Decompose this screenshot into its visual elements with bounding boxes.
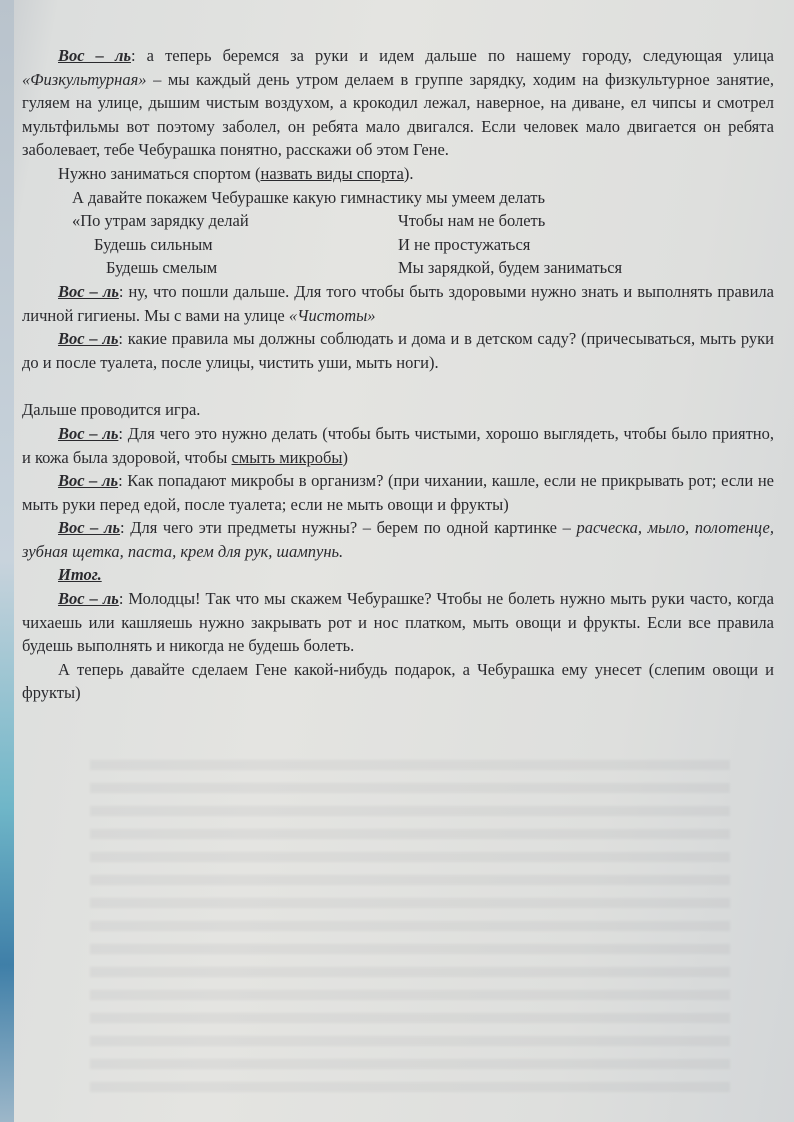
paragraph-items xyxy=(22,516,774,563)
speaker-label: Вос – ль xyxy=(58,471,119,491)
underlined-text: смыть микробы xyxy=(231,447,343,467)
street-name: «Чистоты» xyxy=(288,305,376,325)
speaker-label: Вос – ль xyxy=(58,423,119,443)
poem-line: И не простужаться xyxy=(398,234,531,254)
summary-heading: Итог. xyxy=(58,565,102,585)
text: : Для чего эти предметы нужны? – берем по одной картинке – xyxy=(120,518,577,538)
text: : Как попадают микробы в организм? (при чихании, кашле, если не прикрывать рот; если не мыть руки перед едой, после туалета; если не мыть овощи и фрукты) xyxy=(22,471,775,514)
text: Нужно заниматься спортом ( xyxy=(58,163,261,183)
text: : какие правила мы должны соблюдать и дома и в детском саду? (причесываться, мыть руки до и после туалета, после улицы, чистить уши, мыть ноги). xyxy=(22,329,774,372)
speaker-label: Вос – ль xyxy=(58,518,121,538)
street-name: «Физкультурная» xyxy=(22,69,147,89)
poem xyxy=(22,209,774,280)
poem-line: Будешь сильным xyxy=(94,234,213,254)
text: : а теперь беремся за руки и идем дальше по нашему городу, следующая улица xyxy=(131,46,774,65)
paragraph-sport xyxy=(22,162,774,186)
heading-itog xyxy=(22,563,774,587)
poem-line: «По утрам зарядку делай xyxy=(72,211,249,231)
paragraph-summary xyxy=(22,587,774,658)
paragraph-gift: А теперь давайте сделаем Гене какой-нибудь подарок, а Чебурашка ему унесет (слепим овощи и фрукты) xyxy=(22,659,774,703)
paragraph-gymnastics: А давайте покажем Чебурашке какую гимнастику мы умеем делать xyxy=(72,187,545,207)
text: : Молодцы! Так что мы скажем Чебурашке? Чтобы не болеть нужно мыть руки часто, когда чихаешь или кашляешь нужно закрывать рот и нос платком, мыть овощи и фрукты. Если все правила будешь выполнять и никогда не будешь болеть. xyxy=(22,589,775,656)
speaker-label: Вос – ль xyxy=(58,46,131,65)
bleed-through-text xyxy=(90,760,730,1100)
text: ). xyxy=(403,163,414,183)
speaker-label: Вос – ль xyxy=(58,329,119,349)
text: – мы каждый день утром делаем в группе зарядку, ходим на физкультурное занятие, гуляем на улице, дышим чистым воздухом, а крокодил лежал, наверное, на диване, ел чипсы и смотрел мультфильмы вот поэтому заболел, он ребята мало двигался. Если человек мало двигается он ребята заболевает, тебе Чебурашка понятно, расскажи об этом Гене. xyxy=(22,69,774,160)
paragraph-rules xyxy=(22,327,774,374)
page-edge-shadow xyxy=(0,0,14,1122)
paragraph-hygiene xyxy=(22,280,774,327)
text: ) xyxy=(342,447,348,467)
underlined-text: назвать виды спорта xyxy=(260,163,404,183)
poem-line: Мы зарядкой, будем заниматься xyxy=(398,258,623,278)
text: : Для чего это нужно делать (чтобы быть чистыми, хорошо выглядеть, чтобы было приятно, и кожа была здоровой, чтобы xyxy=(22,423,774,467)
document-page xyxy=(22,44,774,705)
paragraph-game: Дальше проводится игра. xyxy=(22,400,201,420)
speaker-label: Вос – ль xyxy=(58,281,119,301)
speaker-label: Вос – ль xyxy=(58,589,119,609)
text: : ну, что пошли дальше. Для того чтобы быть здоровыми нужно знать и выполнять правила личной гигиены. Мы с вами на улице xyxy=(22,281,774,325)
paragraph-microbes xyxy=(22,469,774,516)
poem-line: Будешь смелым xyxy=(106,258,218,278)
paragraph-why xyxy=(22,422,774,469)
items-list: расческа, мыло, полотенце, зубная щетка, паста, крем для рук, шампунь. xyxy=(22,518,774,561)
paragraph-fizkultura xyxy=(22,44,774,162)
poem-line: Чтобы нам не болеть xyxy=(398,211,546,231)
